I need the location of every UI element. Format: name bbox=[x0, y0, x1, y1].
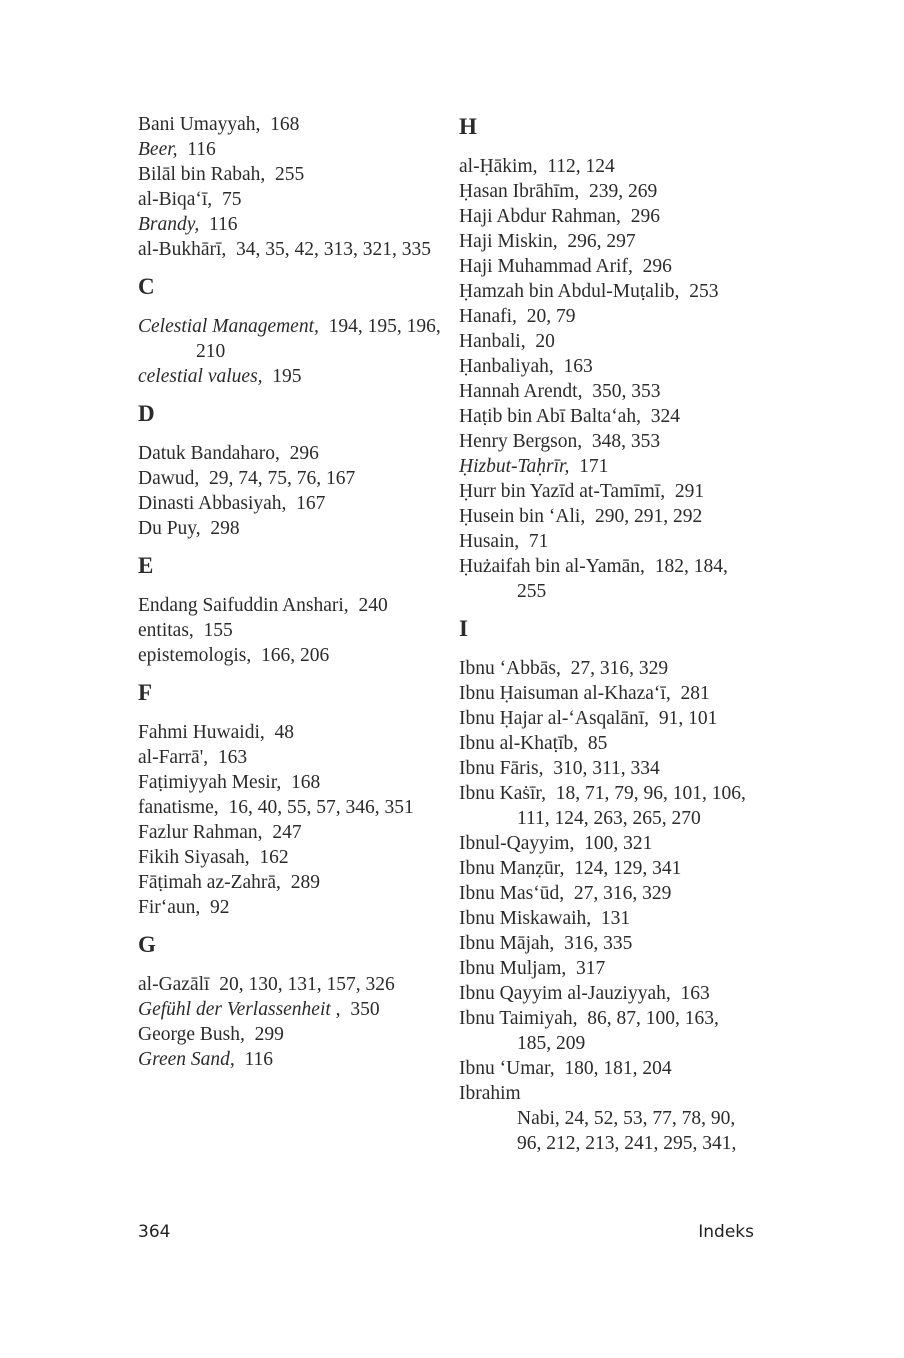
index-pages: 92 bbox=[210, 897, 230, 918]
index-pages: 255 bbox=[275, 164, 305, 185]
index-pages: 298 bbox=[210, 518, 240, 539]
index-pages: 27, 316, 329 bbox=[570, 658, 669, 679]
index-term: Ibnu Taimiyah, bbox=[459, 1008, 578, 1029]
index-term: Ibnu al-Khaṭīb, bbox=[459, 733, 579, 754]
index-term: Haji Miskin, bbox=[459, 231, 558, 252]
index-pages: 163 bbox=[680, 983, 710, 1004]
index-term: Ḥizbut-Taḥrīr, bbox=[459, 456, 570, 477]
index-pages: 281 bbox=[680, 683, 710, 704]
index-term: Endang Saifuddin Anshari, bbox=[138, 595, 349, 616]
index-column-right bbox=[459, 112, 759, 1156]
index-entry bbox=[459, 906, 759, 931]
index-pages: 296, 297 bbox=[567, 231, 636, 252]
index-pages: 48 bbox=[274, 722, 294, 743]
index-pages: 116 bbox=[244, 1049, 274, 1070]
index-pages: 116 bbox=[208, 214, 238, 235]
index-pages: 310, 311, 334 bbox=[553, 758, 660, 779]
index-term: al-Ḥākim, bbox=[459, 156, 538, 177]
index-pages: 75 bbox=[221, 189, 242, 210]
index-entry bbox=[138, 643, 438, 668]
index-entry bbox=[138, 137, 438, 162]
index-term: Ibnu Ḥaisuman al-Khaza‘ī, bbox=[459, 683, 671, 704]
index-term: Du Puy, bbox=[138, 518, 201, 539]
index-term: Haji Muhammad Arif, bbox=[459, 256, 633, 277]
index-pages: 296 bbox=[642, 256, 672, 277]
index-entry bbox=[138, 770, 438, 795]
letter-heading: C bbox=[138, 274, 155, 299]
index-term: al-Gazālī bbox=[138, 974, 210, 995]
index-entry bbox=[138, 112, 438, 137]
index-pages: 167 bbox=[296, 493, 326, 514]
index-pages-continued: 210 bbox=[196, 341, 226, 362]
index-term: Dinasti Abbasiyah, bbox=[138, 493, 287, 514]
index-pages: 247 bbox=[272, 822, 302, 843]
index-entry bbox=[138, 162, 438, 187]
index-entry bbox=[138, 895, 438, 920]
index-pages: 290, 291, 292 bbox=[594, 506, 703, 527]
index-subentry: 96, 212, 213, 241, 295, 341, bbox=[517, 1133, 737, 1154]
index-term: Ibnu Muljam, bbox=[459, 958, 567, 979]
index-entry bbox=[459, 956, 759, 981]
index-term: Brandy, bbox=[138, 214, 200, 235]
index-entry bbox=[138, 870, 438, 895]
index-entry bbox=[138, 314, 441, 339]
index-entry bbox=[459, 1081, 759, 1106]
index-pages: 131 bbox=[600, 908, 631, 929]
index-term: Ḥurr bin Yazīd at-Tamīmī, bbox=[459, 481, 666, 502]
index-pages: 296 bbox=[630, 206, 660, 227]
index-entry bbox=[459, 781, 759, 806]
index-term: Beer, bbox=[138, 139, 178, 160]
index-term: Ibnu Manẓūr, bbox=[459, 858, 565, 879]
index-entry bbox=[138, 745, 438, 770]
letter-heading: E bbox=[138, 553, 154, 578]
index-term: Ḥamzah bin Abdul-Muṭalib, bbox=[459, 281, 680, 302]
letter-heading: D bbox=[138, 401, 155, 426]
index-entry bbox=[138, 972, 438, 997]
index-term: Haṭib bin Abī Balta‘ah, bbox=[459, 406, 641, 427]
index-pages: 91, 101 bbox=[658, 708, 718, 729]
index-column-left bbox=[138, 112, 441, 1072]
index-term: Haji Abdur Rahman, bbox=[459, 206, 621, 227]
index-term: Ibnu ‘Umar, bbox=[459, 1058, 555, 1079]
index-pages: 240 bbox=[358, 595, 388, 616]
index-term: Fazlur Rahman, bbox=[138, 822, 263, 843]
index-term: Ibnu ‘Abbās, bbox=[459, 658, 561, 679]
index-entry bbox=[138, 1022, 438, 1047]
index-entry bbox=[459, 454, 759, 479]
index-term: Ibnu Kaṡīr, bbox=[459, 783, 546, 804]
index-term: Fahmi Huwaidi, bbox=[138, 722, 265, 743]
index-pages: 171 bbox=[579, 456, 609, 477]
index-pages: 163 bbox=[563, 356, 593, 377]
index-pages: 291 bbox=[674, 481, 705, 502]
index-pages-continued: 185, 209 bbox=[517, 1033, 586, 1054]
index-pages: 155 bbox=[203, 620, 233, 641]
index-pages: 16, 40, 55, 57, 346, 351 bbox=[228, 797, 414, 818]
index-pages-continued: 255 bbox=[517, 581, 547, 602]
index-entry bbox=[138, 441, 438, 466]
index-entry bbox=[459, 1006, 759, 1031]
index-pages: 239, 269 bbox=[588, 181, 658, 202]
index-pages: 166, 206 bbox=[260, 645, 330, 666]
index-pages: 194, 195, 196, bbox=[328, 316, 441, 337]
index-pages: 112, 124 bbox=[547, 156, 615, 177]
index-entry bbox=[459, 504, 759, 529]
index-term: Fāṭimah az-Zahrā, bbox=[138, 872, 281, 893]
index-entry bbox=[459, 354, 759, 379]
index-entry bbox=[459, 831, 759, 856]
index-term: al-Bukhārī, bbox=[138, 239, 227, 260]
index-term: Dawud, bbox=[138, 468, 200, 489]
index-pages: 182, 184, bbox=[654, 556, 728, 577]
index-term: epistemologis, bbox=[138, 645, 252, 666]
index-pages: 162 bbox=[259, 847, 289, 868]
index-pages: 163 bbox=[217, 747, 248, 768]
index-entry bbox=[459, 981, 759, 1006]
index-entry bbox=[138, 997, 438, 1022]
index-entry bbox=[459, 756, 759, 781]
index-entry bbox=[138, 593, 438, 618]
index-entry bbox=[459, 254, 759, 279]
index-pages: 18, 71, 79, 96, 101, 106, bbox=[555, 783, 746, 804]
index-pages: 317 bbox=[576, 958, 606, 979]
index-pages: 316, 335 bbox=[564, 933, 633, 954]
index-entry bbox=[459, 379, 759, 404]
letter-heading: H bbox=[459, 114, 477, 139]
index-term: Ḥanbaliyah, bbox=[459, 356, 554, 377]
index-pages: 100, 321 bbox=[584, 833, 653, 854]
index-term: Husain, bbox=[459, 531, 520, 552]
index-entry bbox=[459, 279, 759, 304]
index-pages: 34, 35, 42, 313, 321, 335 bbox=[236, 239, 432, 260]
index-term: Hannah Arendt, bbox=[459, 381, 583, 402]
index-pages: 350, 353 bbox=[592, 381, 661, 402]
index-pages: 296 bbox=[289, 443, 319, 464]
index-term: Ibnul-Qayyim, bbox=[459, 833, 575, 854]
index-term: celestial values, bbox=[138, 366, 263, 387]
index-entry bbox=[459, 229, 759, 254]
index-term: Ibnu Mājah, bbox=[459, 933, 555, 954]
index-entry bbox=[459, 204, 759, 229]
index-term: Ibnu Ḥajar al-‘Asqalānī, bbox=[459, 708, 650, 729]
index-entry bbox=[459, 856, 759, 881]
index-term: Henry Bergson, bbox=[459, 431, 583, 452]
page-number: 364 bbox=[138, 1222, 171, 1242]
index-term: Hanafi, bbox=[459, 306, 517, 327]
index-term: Green Sand, bbox=[138, 1049, 235, 1070]
index-entry bbox=[138, 795, 438, 820]
index-term: Fir‘aun, bbox=[138, 897, 201, 918]
index-pages: 20, 79 bbox=[526, 306, 576, 327]
index-pages: 350 bbox=[350, 999, 380, 1020]
index-entry bbox=[459, 529, 759, 554]
index-entry bbox=[459, 1056, 759, 1081]
index-term: Celestial Management, bbox=[138, 316, 319, 337]
index-term: Faṭimiyyah Mesir, bbox=[138, 772, 282, 793]
index-pages: 20, 130, 131, 157, 326 bbox=[219, 974, 395, 995]
index-entry bbox=[459, 179, 759, 204]
index-entry bbox=[138, 237, 438, 262]
index-term: Ibnu Fāris, bbox=[459, 758, 544, 779]
letter-heading: F bbox=[138, 680, 153, 705]
index-entry bbox=[459, 404, 759, 429]
index-term: Ḥużaifah bin al-Yamān, bbox=[459, 556, 645, 577]
index-term: Gefühl der Verlassenheit , bbox=[138, 999, 341, 1020]
index-term: Hanbali, bbox=[459, 331, 526, 352]
index-pages: 20 bbox=[535, 331, 555, 352]
index-entry bbox=[459, 429, 759, 454]
index-entry bbox=[138, 845, 438, 870]
index-entry bbox=[138, 491, 438, 516]
index-term: al-Farrā', bbox=[138, 747, 209, 768]
index-pages: 253 bbox=[689, 281, 719, 302]
index-term: George Bush, bbox=[138, 1024, 245, 1045]
index-pages: 168 bbox=[291, 772, 321, 793]
letter-heading: G bbox=[138, 932, 156, 957]
index-pages: 85 bbox=[587, 733, 608, 754]
index-term: Ibnu Miskawaih, bbox=[459, 908, 592, 929]
index-entry bbox=[459, 681, 759, 706]
index-entry bbox=[138, 212, 438, 237]
index-term: Ḥusein bin ‘Ali, bbox=[459, 506, 586, 527]
index-pages: 86, 87, 100, 163, bbox=[587, 1008, 719, 1029]
running-footer-title: Indeks bbox=[698, 1222, 754, 1242]
index-entry bbox=[138, 720, 438, 745]
index-subentry: Nabi, 24, 52, 53, 77, 78, 90, bbox=[517, 1108, 736, 1129]
index-pages: 29, 74, 75, 76, 167 bbox=[208, 468, 356, 489]
index-entry bbox=[138, 187, 438, 212]
index-entry bbox=[138, 618, 438, 643]
index-pages: 71 bbox=[528, 531, 549, 552]
index-pages: 116 bbox=[187, 139, 216, 160]
index-pages: 124, 129, 341 bbox=[574, 858, 682, 879]
index-pages: 27, 316, 329 bbox=[573, 883, 672, 904]
index-pages: 195 bbox=[272, 366, 302, 387]
index-term: Bani Umayyah, bbox=[138, 114, 261, 135]
index-entry bbox=[459, 479, 759, 504]
index-term: Ibrahim bbox=[459, 1083, 521, 1104]
index-entry bbox=[459, 731, 759, 756]
index-term: Ibnu Qayyim al-Jauziyyah, bbox=[459, 983, 671, 1004]
index-pages-continued: 111, 124, 263, 265, 270 bbox=[517, 808, 701, 829]
letter-heading: I bbox=[459, 616, 468, 641]
index-entry bbox=[459, 329, 759, 354]
index-entry bbox=[138, 466, 438, 491]
index-entry bbox=[459, 304, 759, 329]
index-entry bbox=[459, 656, 759, 681]
index-term: Datuk Bandaharo, bbox=[138, 443, 280, 464]
index-entry bbox=[138, 1047, 438, 1072]
index-entry bbox=[459, 881, 759, 906]
index-term: entitas, bbox=[138, 620, 194, 641]
index-term: Fikih Siyasah, bbox=[138, 847, 250, 868]
index-term: Ḥasan Ibrāhīm, bbox=[459, 181, 580, 202]
index-entry bbox=[138, 364, 438, 389]
index-pages: 324 bbox=[650, 406, 680, 427]
index-term: Bilāl bin Rabah, bbox=[138, 164, 266, 185]
index-entry bbox=[459, 154, 759, 179]
index-term: Ibnu Mas‘ūd, bbox=[459, 883, 565, 904]
index-term: fanatisme, bbox=[138, 797, 219, 818]
index-entry bbox=[459, 931, 759, 956]
index-pages: 180, 181, 204 bbox=[564, 1058, 672, 1079]
index-pages: 289 bbox=[290, 872, 320, 893]
index-pages: 168 bbox=[270, 114, 300, 135]
index-entry bbox=[459, 554, 759, 579]
index-pages: 348, 353 bbox=[591, 431, 661, 452]
index-pages: 299 bbox=[254, 1024, 284, 1045]
index-entry bbox=[138, 516, 438, 541]
index-term: al-Biqa‘ī, bbox=[138, 189, 213, 210]
index-entry bbox=[138, 820, 438, 845]
index-entry bbox=[459, 706, 759, 731]
